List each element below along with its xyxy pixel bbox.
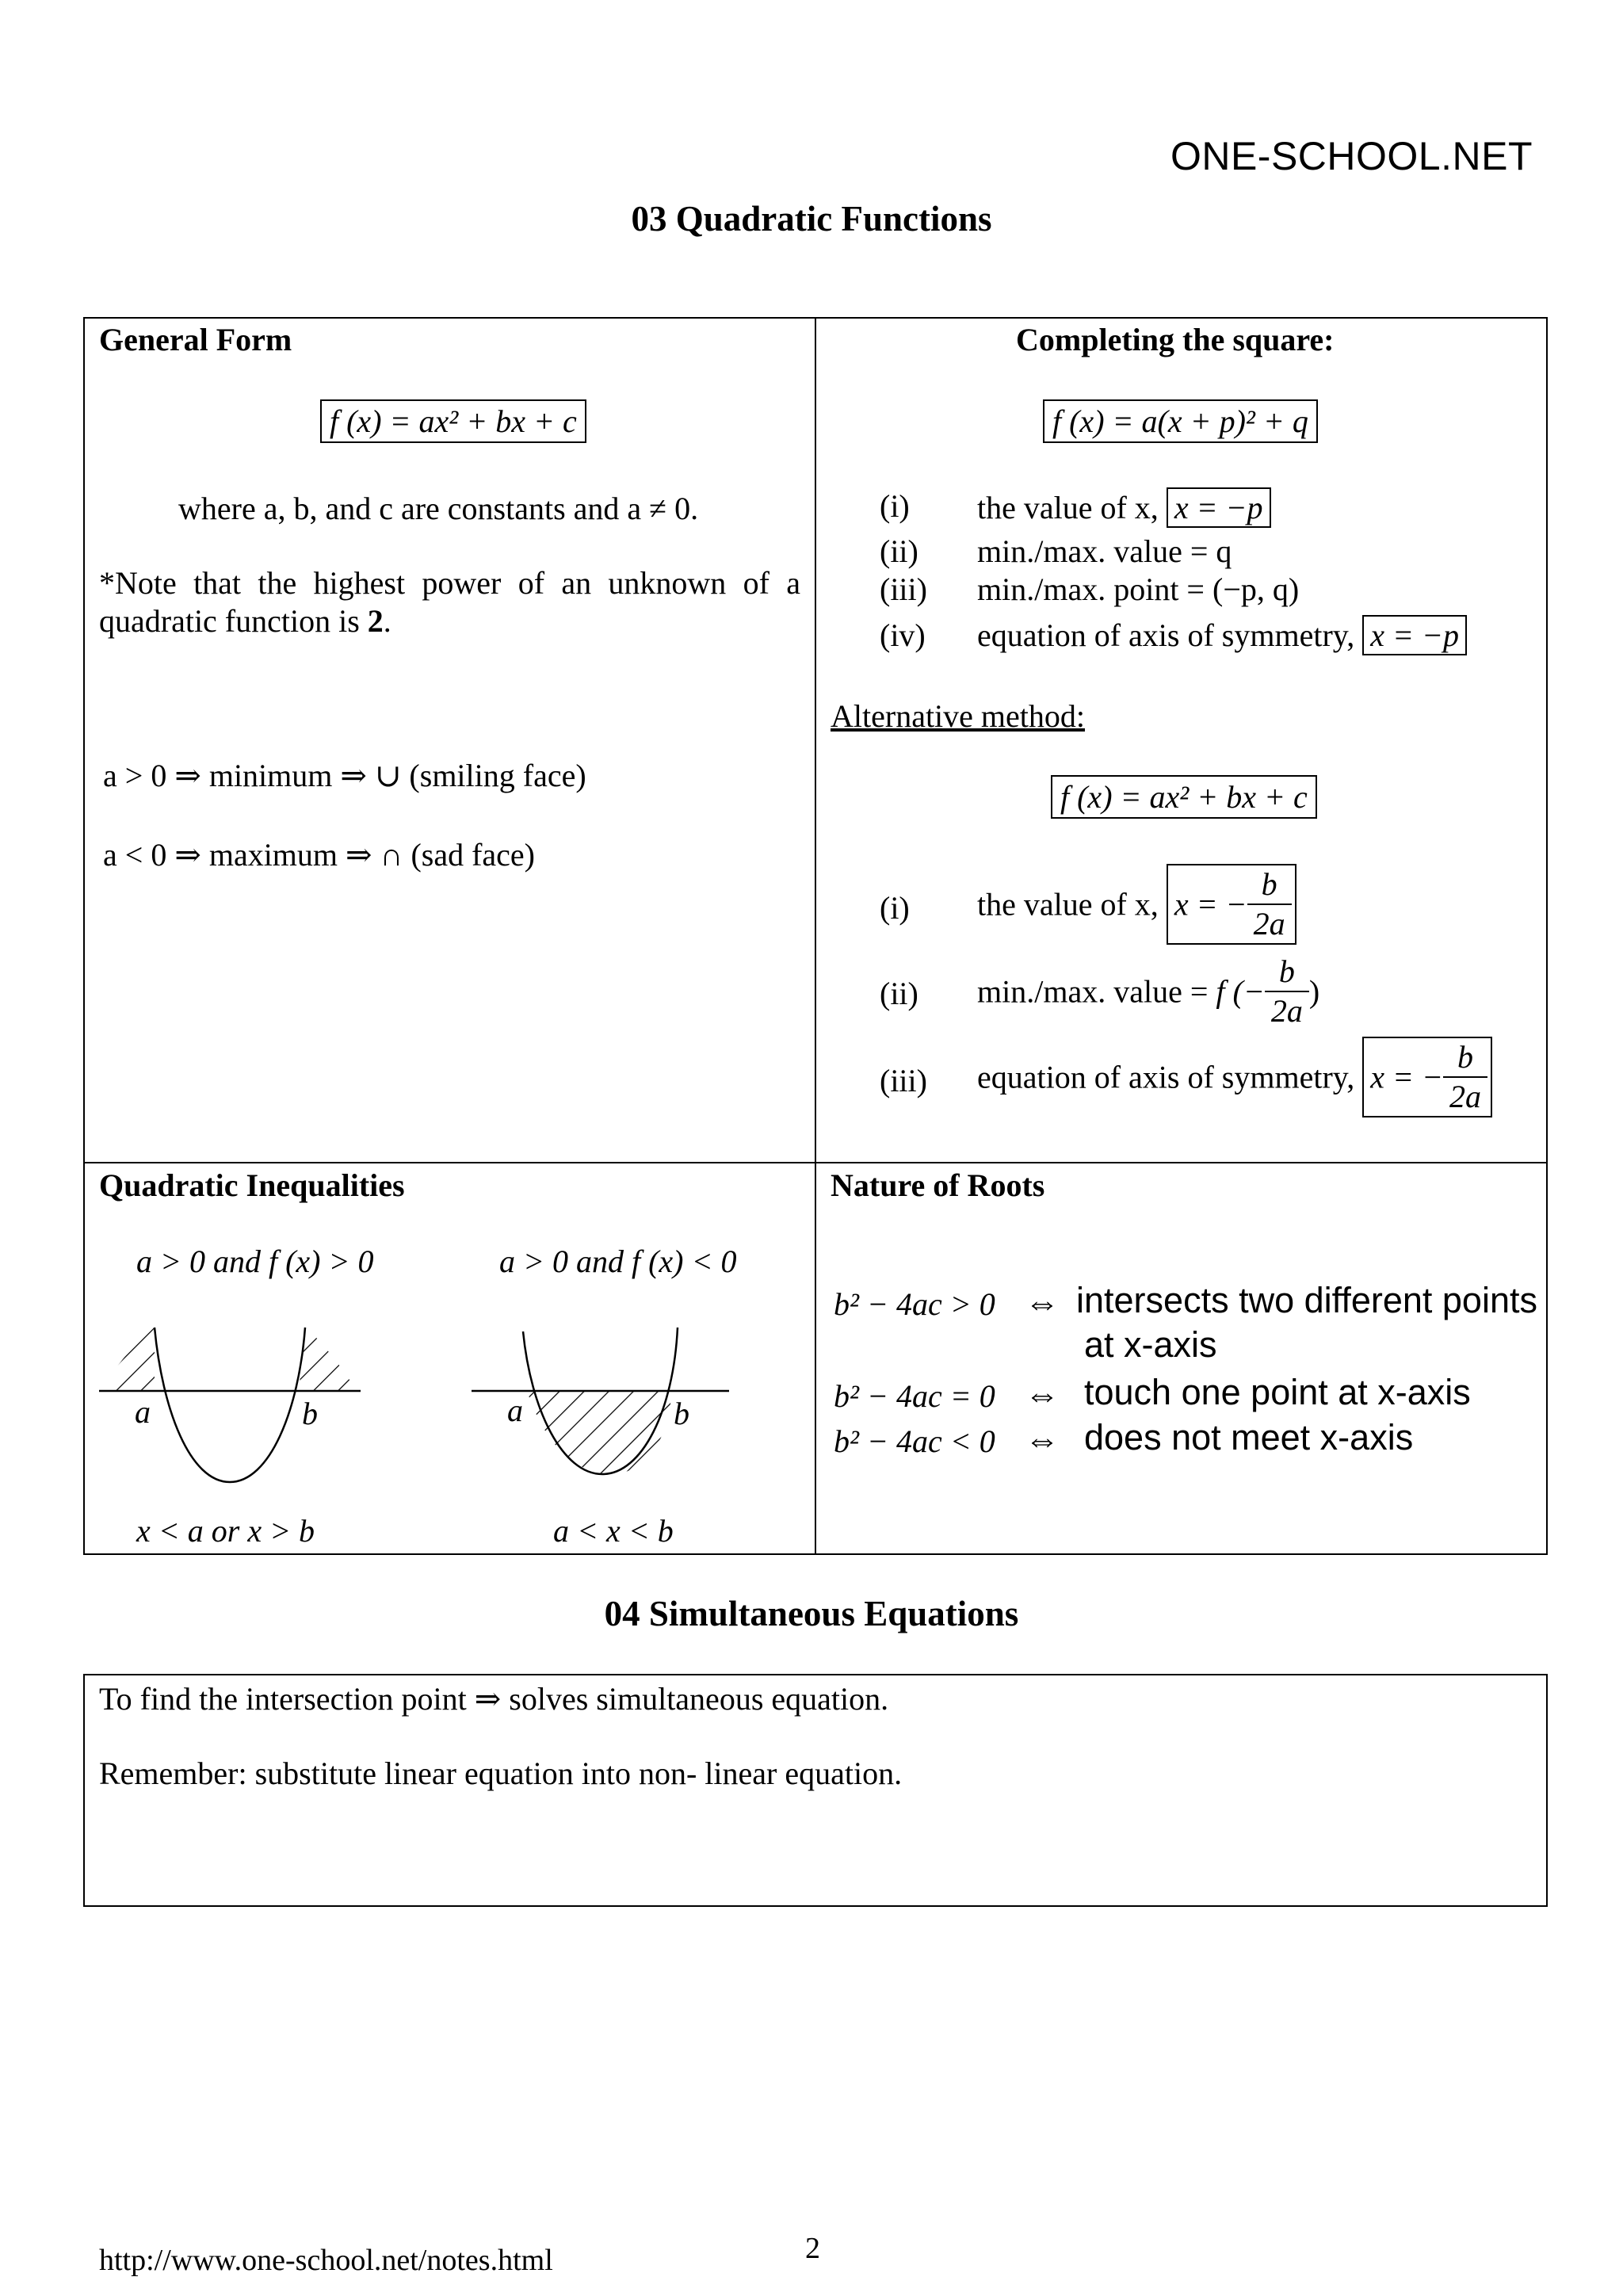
roots-desc-2: touch one point at x-axis (1084, 1372, 1471, 1412)
cs-item-1: the value of x, x = −p (977, 487, 1271, 528)
inequality-right-result: a < x < b (553, 1513, 674, 1549)
left-graph-label-b: b (302, 1396, 318, 1431)
right-shaded-region (511, 1379, 693, 1482)
cs-item-2: min./max. value = q (977, 533, 1232, 569)
cs-item-1-num: (i) (880, 488, 910, 524)
general-form-formula: f (x) = ax² + bx + c (320, 399, 586, 443)
brand-label: ONE-SCHOOL.NET (1170, 134, 1533, 178)
section-title-quadratic: 03 Quadratic Functions (631, 199, 992, 239)
inequality-left-result: x < a or x > b (136, 1513, 315, 1549)
page-number: 2 (805, 2232, 820, 2265)
cs-item-2-num: (ii) (880, 533, 918, 569)
general-form-note: *Note that the highest power of an unknown of a quadratic function is 2. (99, 565, 800, 639)
alt-item-3: equation of axis of symmetry, x = − $\frac{b}{2a}$ (977, 1037, 1492, 1117)
alternative-method-heading: Alternative method: (831, 698, 1086, 734)
inequality-left-condition: a > 0 and f (x) > 0 (136, 1244, 374, 1279)
simultaneous-box (83, 1674, 1548, 1907)
alternative-formula: f (x) = ax² + bx + c (1051, 775, 1317, 819)
simultaneous-line-1: To find the intersection point ⇒ solves simultaneous equation. (99, 1681, 889, 1717)
alt-item-2-num: (ii) (880, 976, 918, 1011)
alt-item-1-num: (i) (880, 890, 910, 926)
left-shaded-region-b (281, 1300, 400, 1395)
cs-item-4: equation of axis of symmetry, x = −p (977, 615, 1467, 655)
general-form-heading: General Form (99, 322, 292, 357)
alt-item-1: the value of x, x = − $\frac{b}{2a}$ (977, 864, 1296, 945)
completing-square-formula: f (x) = a(x + p)² + q (1043, 399, 1318, 443)
left-graph-label-a: a (135, 1394, 151, 1430)
roots-arrow-2: ⇔ (1025, 1375, 1060, 1414)
cs-item-3-num: (iii) (880, 571, 927, 607)
inequality-right-condition: a > 0 and f (x) < 0 (499, 1244, 737, 1279)
minimum-rule: a > 0 ⇒ minimum ⇒ ∪ (smiling face) (103, 758, 586, 793)
cs-item-3: min./max. point = (−p, q) (977, 571, 1300, 607)
inequalities-heading: Quadratic Inequalities (99, 1167, 405, 1203)
right-graph-label-a: a (507, 1392, 523, 1428)
nature-of-roots-heading: Nature of Roots (831, 1167, 1045, 1203)
roots-arrow-3: ⇔ (1025, 1420, 1060, 1459)
roots-cond-2: b² − 4ac = 0 (834, 1378, 995, 1414)
roots-desc-3: does not meet x-axis (1084, 1417, 1414, 1457)
left-parabola (155, 1328, 305, 1482)
right-graph-label-b: b (674, 1396, 689, 1431)
table-right-border (1546, 317, 1548, 1555)
table-center-divider (815, 317, 816, 1555)
roots-cond-1: b² − 4ac > 0 (834, 1286, 995, 1322)
inequality-graphs (83, 1300, 815, 1514)
maximum-rule: a < 0 ⇒ maximum ⇒ ∩ (sad face) (103, 837, 535, 873)
cs-item-4-num: (iv) (880, 617, 926, 653)
roots-cond-3: b² − 4ac < 0 (834, 1423, 995, 1459)
section-title-simultaneous: 04 Simultaneous Equations (604, 1594, 1019, 1633)
footer-url[interactable]: http://www.one-school.net/notes.html (99, 2244, 553, 2277)
left-shaded-region-a (83, 1300, 400, 1395)
roots-desc-1: intersects two different points (1076, 1280, 1537, 1320)
completing-square-heading: Completing the square: (1016, 322, 1335, 357)
left-graph (83, 1300, 400, 1482)
simultaneous-line-2: Remember: substitute linear equation into non- linear equation. (99, 1755, 903, 1791)
roots-arrow-1: ⇔ (1025, 1283, 1060, 1322)
alt-item-3-num: (iii) (880, 1063, 927, 1098)
alt-item-2: min./max. value = f (− $\frac{b}{2a}$ ) (977, 953, 1320, 1029)
roots-desc-1b: at x-axis (1084, 1324, 1217, 1365)
general-form-where: where a, b, and c are constants and a ≠ 0. (178, 491, 699, 526)
